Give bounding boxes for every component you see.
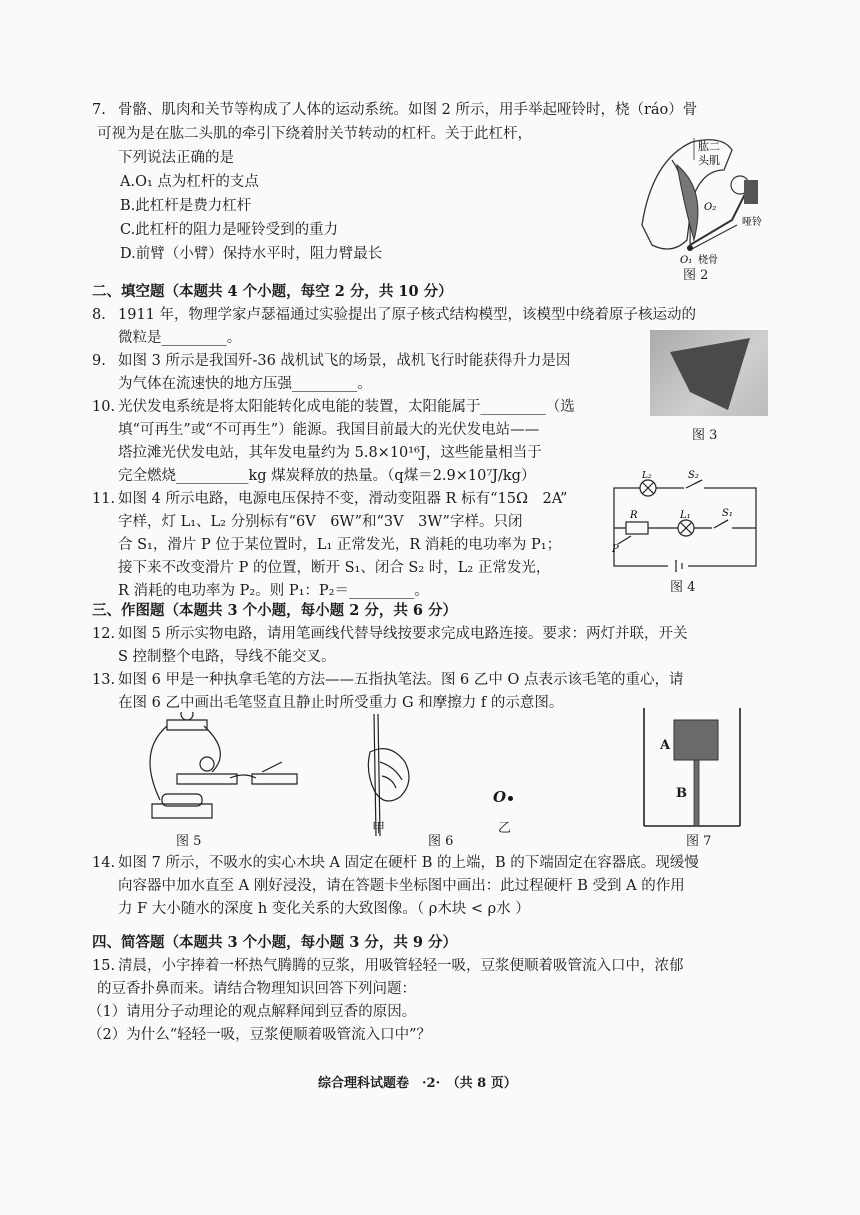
q11-line2: 字样，灯 L₁、L₂ 分别标有“6V 6W”和“3V 3W”字样。只闭 [118,514,523,530]
q7-option-a: A.O₁ 点为杠杆的支点 [120,174,259,190]
fig7-caption: 图 7 [686,834,712,849]
fig6-jia-label: 甲 [372,821,386,836]
q11-line5: R 消耗的电功率为 P₂。则 P₁：P₂＝_________。 [118,583,429,599]
fig2-label-o2: O₂ [704,202,717,213]
fig4-label-s2: S₂ [688,470,699,481]
fig4-label-l2: L₂ [642,471,652,481]
q15-line1: 清晨，小宇捧着一杯热气腾腾的豆浆，用吸管轻轻一吸，豆浆便顺着吸管流入口中，浓郁 [118,958,684,974]
q15-number: 15. [92,958,116,974]
q11-line4: 接下来不改变滑片 P 的位置，断开 S₁、闭合 S₂ 时，L₂ 正常发光， [118,560,551,576]
q7-option-c: C.此杠杆的阻力是哑铃受到的重力 [120,222,339,238]
q13-number: 13. [92,672,116,688]
rod-b-label: B [676,786,687,801]
q11-line1: 如图 4 所示电路，电源电压保持不变，滑动变阻器 R 标有“15Ω 2A” [118,491,568,507]
q9-number: 9. [92,353,106,369]
q12-number: 12. [92,626,116,642]
circuit-diagram-fig4 [606,470,766,582]
q13-line1: 如图 6 甲是一种执拿毛笔的方法——五指执笔法。图 6 乙中 O 点表示该毛笔的重心，请 [118,672,684,688]
q7-line3: 下列说法正确的是 [118,150,234,166]
fig2-label-dumbbell: 哑铃 [742,217,762,228]
q13-line2: 在图 6 乙中画出毛笔竖直且静止时所受重力 G 和摩擦力 f 的示意图。 [118,695,564,711]
fig6-caption: 图 6 [428,834,454,849]
q12-line1: 如图 5 所示实物电路，请用笔画线代替导线按要求完成电路连接。要求：两灯并联，开关 [118,626,688,642]
q14-line2: 向容器中加水直至 A 刚好浸没，请在答题卡坐标图中画出：此过程硬杆 B 受到 A 的作用 [118,878,685,894]
section4-title: 四、简答题（本题共 3 个小题，每小题 3 分，共 9 分） [92,934,458,951]
fig3-caption: 图 3 [692,428,718,443]
q14-line1: 如图 7 所示，不吸水的实心木块 A 固定在硬杆 B 的上端，B 的下端固定在容器底。现缓慢 [118,855,699,871]
q15-line2: 的豆香扑鼻而来。请结合物理知识回答下列问题： [97,981,416,997]
q14-line3: 力 F 大小随水的深度 h 变化关系的大致图像。（ ρ木块 < ρ水 ） [118,901,530,917]
q11-number: 11. [92,491,116,507]
fig2-label-bone: 桡骨 [698,255,718,266]
section2-title: 二、填空题（本题共 4 个小题，每空 2 分，共 10 分） [92,283,453,300]
fig4-label-s1: S₁ [722,508,733,519]
q10-line2: 填“可再生”或“不可再生”）能源。我国目前最大的光伏发电站—— [118,422,540,438]
q11-line3: 合 S₁，滑片 P 位于某位置时，L₁ 正常发光，R 消耗的电功率为 P₁； [118,537,562,553]
section3-title: 三、作图题（本题共 3 个小题，每小题 2 分，共 6 分） [92,602,458,619]
q12-line2: S 控制整个电路，导线不能交叉。 [118,649,336,665]
page-footer: 综合理科试题卷 ·2· （共 8 页） [318,1076,517,1091]
arm-lever-figure [632,130,772,270]
q9-line2: 为气体在流速快的地方压强_________。 [118,376,372,392]
q8-number: 8. [92,307,106,323]
q9-line1: 如图 3 所示是我国歼-36 战机试飞的场景，战机飞行时能获得升力是因 [118,353,571,369]
fig4-label-l1: L₁ [680,510,691,521]
q8-line1: 1911 年，物理学家卢瑟福通过实验提出了原子核式结构模型，该模型中绕着原子核运动的 [118,307,697,323]
fig4-label-p: P [612,544,619,555]
q14-number: 14. [92,855,116,871]
q15-sub1: （1）请用分子动理论的观点解释闻到豆香的原因。 [88,1004,417,1020]
fig2-label-muscle: 肱二 [698,140,720,153]
container-block-fig7 [640,706,744,830]
fig6-yi-label: 乙 [498,821,512,836]
q10-number: 10. [92,399,116,415]
fig2-label-o1: O₁ [680,255,693,266]
center-of-gravity-label: O [493,788,507,806]
q10-line4: 完全燃烧__________kg 煤炭释放的热量。（q煤＝2.9×10⁷J/kg） [118,468,536,484]
fig4-caption: 图 4 [670,580,696,595]
physical-circuit-fig5 [132,712,312,830]
block-a-label: A [660,738,671,753]
q7-line1: 骨骼、肌肉和关节等构成了人体的运动系统。如图 2 所示，用手举起哑铃时，桡（ráo）骨 [118,102,698,118]
q15-sub2: （2）为什么“轻轻一吸，豆浆便顺着吸管流入口中”？ [88,1027,432,1043]
fighter-jet-photo [650,330,768,416]
q10-line1: 光伏发电系统是将太阳能转化成电能的装置，太阳能属于_________（选 [118,399,575,415]
q10-line3: 塔拉滩光伏发电站，其年发电量约为 5.8×10¹⁶J，这些能量相当于 [118,445,542,461]
q7-option-d: D.前臂（小臂）保持水平时，阻力臂最长 [120,246,383,262]
center-of-gravity-dot [508,796,513,801]
q7-option-b: B.此杠杆是费力杠杆 [120,198,252,214]
fig2-label-muscle2: 头肌 [698,154,720,167]
q7-number: 7. [92,102,106,118]
fig4-label-r: R [630,510,638,521]
q8-line2: 微粒是_________。 [118,330,242,346]
brush-holding-fig6 [350,712,430,840]
fig2-caption: 图 2 [683,268,709,283]
q7-line2: 可视为是在肱二头肌的牵引下绕着肘关节转动的杠杆。关于此杠杆， [97,126,532,142]
fig5-caption: 图 5 [176,834,202,849]
